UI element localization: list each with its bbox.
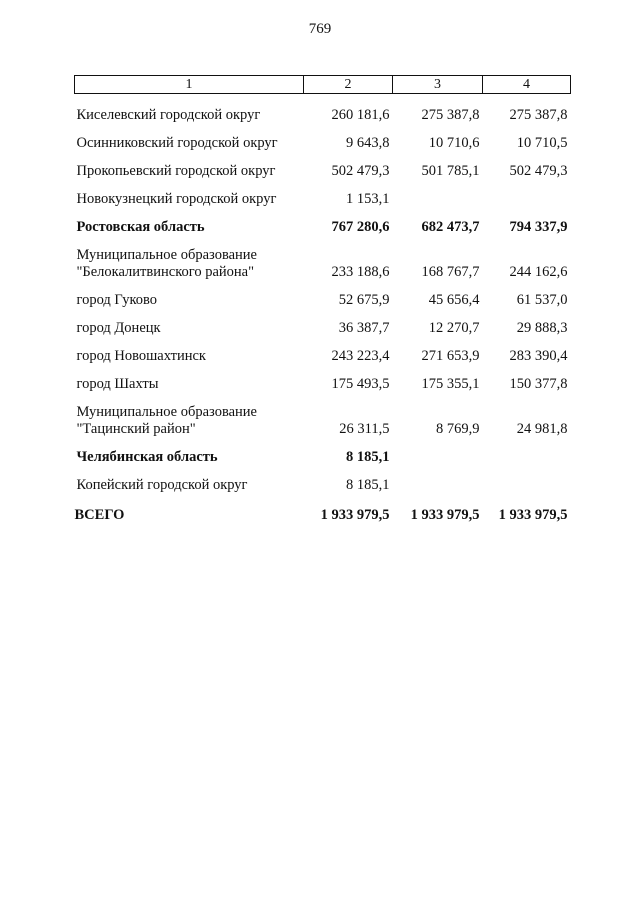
row-name: город Донецк <box>76 320 161 336</box>
data-table <box>74 75 571 524</box>
cell-col4: 283 390,4 <box>509 348 568 364</box>
cell-col2: 243 223,4 <box>331 348 390 364</box>
cell-col3: 45 656,4 <box>428 292 480 308</box>
table-row <box>75 236 571 281</box>
cell-col2: 8 185,1 <box>346 449 390 465</box>
table-row <box>75 365 571 393</box>
row-name <box>75 236 304 281</box>
row-name-line1: Муниципальное образование <box>76 247 257 263</box>
cell-col3: 10 710,6 <box>428 135 480 151</box>
row-name-line2: "Тацинский район" <box>76 421 196 437</box>
cell-col2: 26 311,5 <box>339 421 390 437</box>
cell-col4: 244 162,6 <box>509 264 568 280</box>
table-row <box>75 124 571 152</box>
column-header-1: 1 <box>75 76 304 94</box>
table-row <box>75 337 571 365</box>
table-row <box>75 152 571 180</box>
row-name-line1: Муниципальное образование <box>76 404 257 420</box>
total-row <box>75 494 571 524</box>
cell-col4 <box>483 180 571 208</box>
cell-col3: 12 270,7 <box>428 320 480 336</box>
total-col4: 1 933 979,5 <box>498 507 568 523</box>
region-name: Ростовская область <box>76 219 205 235</box>
row-name: Копейский городской округ <box>76 477 248 493</box>
cell-col3: 501 785,1 <box>421 163 480 179</box>
cell-col3: 275 387,8 <box>421 107 480 123</box>
region-row <box>75 438 571 466</box>
cell-col2: 502 479,3 <box>331 163 390 179</box>
cell-col3 <box>393 438 483 466</box>
cell-col2: 175 493,5 <box>331 376 390 392</box>
column-header-2: 2 <box>304 76 393 94</box>
cell-col4: 275 387,8 <box>509 107 568 123</box>
page-number: 769 <box>308 21 332 37</box>
cell-col4: 29 888,3 <box>516 320 568 336</box>
total-label: ВСЕГО <box>74 507 125 523</box>
row-name: Киселевский городской округ <box>76 107 261 123</box>
row-name: город Новошахтинск <box>76 348 206 364</box>
table-row <box>75 94 571 125</box>
region-row <box>75 208 571 236</box>
cell-col2: 1 153,1 <box>346 191 390 207</box>
table-row <box>75 281 571 309</box>
row-name <box>75 393 304 438</box>
row-name-line2: "Белокалитвинского района" <box>76 264 255 280</box>
cell-col3: 168 767,7 <box>421 264 480 280</box>
cell-col2: 52 675,9 <box>338 292 390 308</box>
cell-col4 <box>483 438 571 466</box>
budget-table <box>74 75 570 524</box>
cell-col3: 8 769,9 <box>436 421 480 437</box>
cell-col4: 24 981,8 <box>516 421 568 437</box>
table-header-row <box>75 76 571 94</box>
cell-col2: 36 387,7 <box>338 320 390 336</box>
column-header-4: 4 <box>483 76 571 94</box>
row-name: город Шахты <box>76 376 159 392</box>
row-name: Осинниковский городской округ <box>76 135 278 151</box>
cell-col3: 271 653,9 <box>421 348 480 364</box>
region-name: Челябинская область <box>76 449 218 465</box>
table-row <box>75 393 571 438</box>
total-col3: 1 933 979,5 <box>410 507 480 523</box>
cell-col3 <box>393 180 483 208</box>
cell-col2: 8 185,1 <box>346 477 390 493</box>
cell-col2: 767 280,6 <box>331 219 390 235</box>
cell-col4 <box>483 466 571 494</box>
cell-col3 <box>393 466 483 494</box>
total-col2: 1 933 979,5 <box>320 507 390 523</box>
cell-col4: 502 479,3 <box>509 163 568 179</box>
cell-col4: 61 537,0 <box>516 292 568 308</box>
cell-col4: 150 377,8 <box>509 376 568 392</box>
cell-col3: 175 355,1 <box>421 376 480 392</box>
table-row <box>75 309 571 337</box>
cell-col4: 10 710,5 <box>516 135 568 151</box>
cell-col2: 260 181,6 <box>331 107 390 123</box>
row-name: Прокопьевский городской округ <box>76 163 276 179</box>
table-row <box>75 180 571 208</box>
cell-col4: 794 337,9 <box>509 219 568 235</box>
row-name: Новокузнецкий городской округ <box>76 191 277 207</box>
row-name: город Гуково <box>76 292 158 308</box>
cell-col2: 9 643,8 <box>346 135 390 151</box>
cell-col3: 682 473,7 <box>421 219 480 235</box>
table-row <box>75 466 571 494</box>
column-header-3: 3 <box>393 76 483 94</box>
cell-col2: 233 188,6 <box>331 264 390 280</box>
